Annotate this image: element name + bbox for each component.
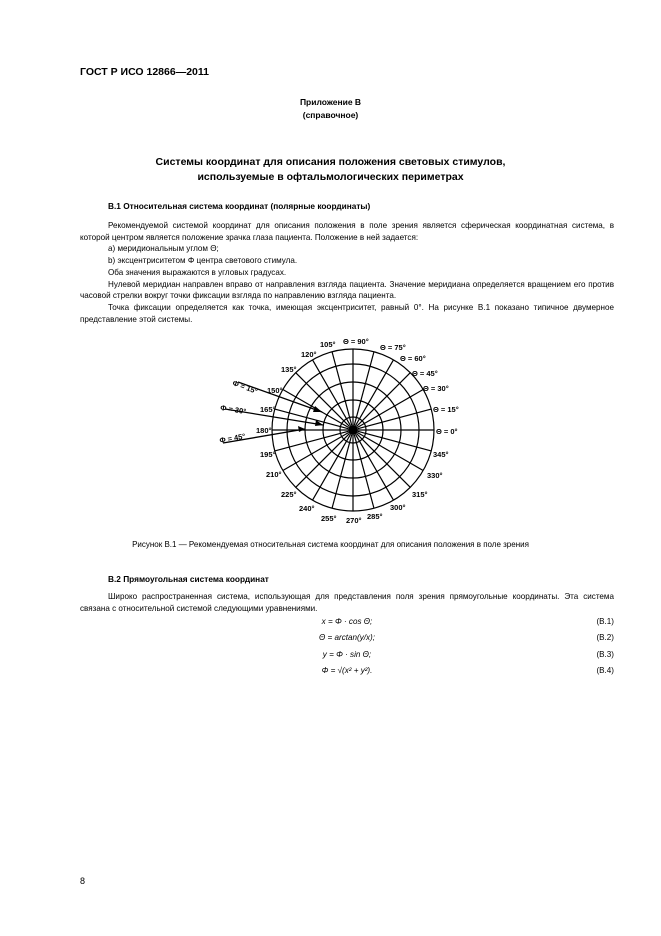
meridian-spoke [296,373,350,427]
equation-row [80,650,614,664]
label-angle-150: 150° [267,386,283,395]
section2-paragraph: Широко распространенная система, использующая для представления поля зрения прямоугольные координаты. Эта система связана с относительной системой следующими уравнениями. [80,592,614,613]
section1-body [80,220,614,325]
equation-number: (В.2) [596,633,614,642]
meridian-spoke [332,435,352,508]
equation-number: (В.4) [596,666,614,675]
label-phi-30: Φ = 30° [219,403,247,417]
label-theta-0: Θ = 0° [436,427,458,436]
label-angle-105: 105° [320,340,336,349]
figure-caption: Рисунок В.1 — Рекомендуемая относительная система координат для описания положения в поле зрения [132,540,529,549]
label-phi-15: Φ = 15° [231,378,259,396]
label-angle-270: 270° [346,516,362,525]
meridian-spoke [357,373,411,427]
meridian-spoke [356,434,394,500]
label-angle-225: 225° [281,490,297,499]
appendix-subtitle: (справочное) [302,110,359,120]
meridian-spoke [358,409,431,429]
equation-number: (В.3) [596,650,614,659]
equation-row [80,617,614,631]
meridian-spoke [332,352,352,425]
main-title-line2: используемые в офтальмологических периметрах [197,171,464,183]
label-theta-60: Θ = 60° [400,354,426,363]
meridian-spoke [275,431,348,451]
label-angle-345: 345° [433,450,449,459]
meridian-spoke [296,434,350,488]
section1-paragraph: Рекомендуемой системой координат для описания положения в поле зрения является сферическая координатная система, в которой центром является положение зрачка глаза пациента. Положение в ней задается: [80,221,614,242]
label-angle-240: 240° [299,504,315,513]
label-angle-165: 165° [260,405,276,414]
phi45-arrow [298,426,305,432]
meridian-spoke [354,352,374,425]
list-item-b: b) эксцентриситетом Φ центра светового стимула. [108,256,298,266]
label-angle-195: 195° [260,450,276,459]
label-theta-30: Θ = 30° [423,384,449,393]
label-phi-45: Φ = 45° [218,431,246,445]
meridian-spoke [283,433,349,471]
section1-paragraph: Нулевой меридиан направлен вправо от направления взгляда пациента. Значение меридиана определяется вращением его против часовой стрелки вокруг точки фиксации взгляда по направлению взгляда пациента. [80,279,614,301]
equation-formula: x = Φ · cos Θ; [321,617,373,626]
meridian-spoke [357,390,423,428]
meridian-spoke [357,433,423,471]
label-theta-45: Θ = 45° [412,369,438,378]
label-angle-285: 285° [367,512,383,521]
polar-coordinate-figure [180,330,500,530]
phi15-arrow [313,406,322,412]
meridian-spoke [357,434,411,488]
meridian-spoke [356,360,394,426]
main-title-line1: Системы координат для описания положения световых стимулов, [155,156,506,168]
meridian-spoke [313,360,351,426]
document-header: ГОСТ Р ИСО 12866—2011 [80,66,209,78]
label-angle-330: 330° [427,471,443,480]
page-number: 8 [80,876,86,886]
meridian-spoke [354,435,374,508]
list-item-a: a) меридиональным углом Θ; [108,244,219,254]
section1-paragraph: Точка фиксации определяется как точка, имеющая эксцентриситет, равный 0°. На рисунке В.1 показано типичное двумерное представление этой системы. [80,302,614,324]
equation-row [80,666,614,680]
label-angle-300: 300° [390,503,406,512]
meridian-spoke [358,431,431,451]
label-theta-90: Θ = 90° [343,337,369,346]
equation-row [80,633,614,647]
label-angle-315: 315° [412,490,428,499]
fixation-point [348,425,358,435]
section2-body [80,591,614,614]
section1-heading: В.1 Относительная система координат (полярные координаты) [108,201,371,211]
meridian-spoke [313,434,351,500]
section2-heading: В.2 Прямоугольная система координат [108,574,269,584]
label-angle-210: 210° [266,470,282,479]
appendix-title: Приложение В [299,97,362,107]
equation-formula: Φ = √(x² + y²). [321,666,373,675]
equation-formula: Θ = arctan(y/x); [319,633,375,642]
equation-formula: y = Φ · sin Θ; [322,650,372,659]
label-angle-255: 255° [321,514,337,523]
label-theta-15: Θ = 15° [433,405,459,414]
label-angle-135: 135° [281,365,297,374]
label-angle-120: 120° [301,350,317,359]
equation-number: (В.1) [596,617,614,626]
label-angle-180: 180° [256,426,272,435]
label-theta-75: Θ = 75° [380,343,406,352]
section1-paragraph: Оба значения выражаются в угловых градусах. [108,267,287,277]
